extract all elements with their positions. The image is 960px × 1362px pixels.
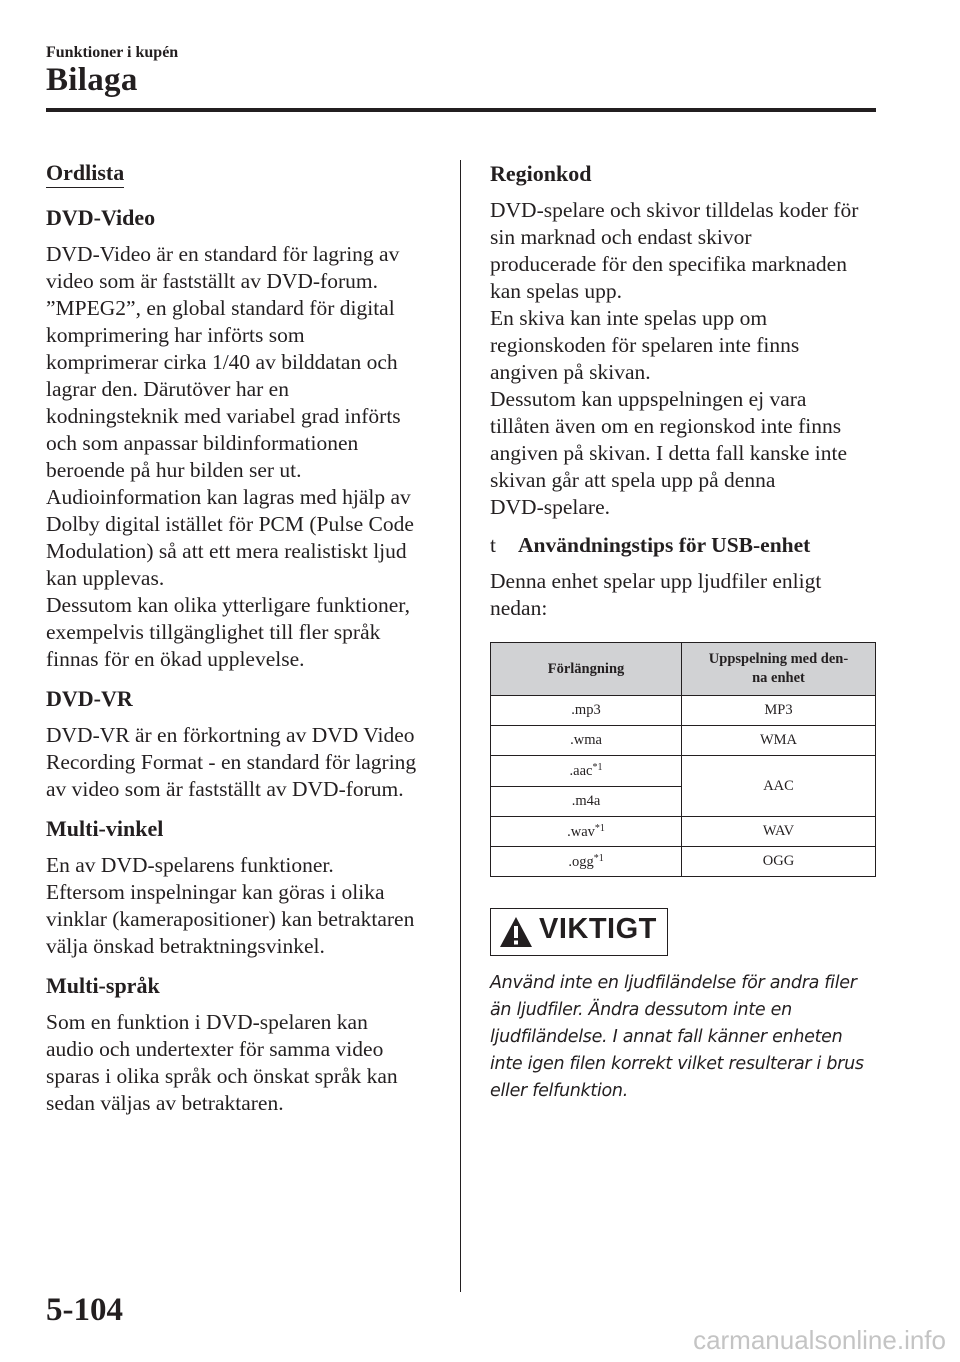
text-line: angiven på skivan. bbox=[490, 360, 651, 384]
text-line: tillåten även om en regionskod inte finns bbox=[490, 414, 842, 438]
warning-label: VIKTIGT bbox=[539, 913, 657, 945]
text-line: av video som är fastställt av DVD-forum. bbox=[46, 777, 404, 801]
text-line: kodningsteknik med variabel grad införts bbox=[46, 404, 401, 428]
footnote-mark: *1 bbox=[592, 761, 603, 773]
text-line: Använd inte en ljudfiländelse för andra filer bbox=[490, 973, 857, 993]
text-line: angiven på skivan. I detta fall kanske inte bbox=[490, 441, 848, 465]
text-line: Dessutom kan olika ytterligare funktioner, bbox=[46, 593, 410, 617]
text-line: skivan går att spela upp på denna bbox=[490, 468, 776, 492]
section-label: Funktioner i kupén bbox=[46, 44, 179, 61]
table-row bbox=[491, 696, 876, 726]
term-dvd-video: DVD-Video bbox=[46, 205, 156, 230]
cell-extension bbox=[491, 756, 682, 787]
paragraph-multi-language bbox=[46, 1009, 438, 1117]
header-rule bbox=[46, 108, 876, 112]
term-multi-language: Multi-språk bbox=[46, 973, 160, 998]
text-line: lagrar den. Därutöver har en bbox=[46, 377, 289, 401]
warning-box bbox=[490, 908, 668, 956]
extension-text: .aac bbox=[569, 762, 593, 779]
cell-extension: .m4a bbox=[491, 786, 682, 817]
cell-format: AAC bbox=[682, 756, 876, 817]
cell-format: OGG bbox=[682, 847, 876, 877]
warning-text bbox=[490, 970, 880, 1105]
text-line: Som en funktion i DVD-spelaren kan bbox=[46, 1010, 368, 1034]
term-dvd-vr: DVD-VR bbox=[46, 686, 133, 711]
text-line: inte igen filen korrekt vilket resulterar i brus bbox=[490, 1054, 864, 1074]
text-line: Recording Format - en standard för lagring bbox=[46, 750, 417, 774]
text-line: komprimering har införts som bbox=[46, 323, 305, 347]
watermark: carmanualsonline.info bbox=[693, 1325, 946, 1355]
text-line: En skiva kan inte spelas upp om bbox=[490, 306, 768, 330]
page-title: Bilaga bbox=[46, 62, 138, 98]
page-number: 5-104 bbox=[46, 1292, 123, 1328]
usb-tips-heading bbox=[490, 533, 878, 558]
text-line: En av DVD-spelarens funktioner. bbox=[46, 853, 334, 877]
text-line: exempelvis tillgänglighet till fler språk bbox=[46, 620, 381, 644]
right-column bbox=[490, 160, 878, 877]
text-line: DVD-Video är en standard för lagring av bbox=[46, 242, 400, 266]
paragraph-region-code bbox=[490, 197, 878, 521]
text-line: video som är fastställt av DVD-forum. bbox=[46, 269, 378, 293]
left-column bbox=[46, 160, 438, 1129]
text-line: audio och undertexter för samma video bbox=[46, 1037, 384, 1061]
text-line: Audioinformation kan lagras med hjälp av bbox=[46, 485, 411, 509]
term-multi-angle: Multi-vinkel bbox=[46, 816, 164, 841]
cell-format: WMA bbox=[682, 726, 876, 756]
cell-format: WAV bbox=[682, 817, 876, 847]
text-line: ljudfiländelse. I annat fall känner enheten bbox=[490, 1027, 843, 1047]
term-region-code: Regionkod bbox=[490, 161, 592, 186]
text-line: sin marknad och endast skivor bbox=[490, 225, 752, 249]
cell-extension bbox=[491, 817, 682, 847]
file-format-table bbox=[490, 642, 876, 877]
text-line: sedan väljas av betraktaren. bbox=[46, 1091, 284, 1115]
extension-text: .wav bbox=[567, 823, 595, 840]
text-line: kan spelas upp. bbox=[490, 279, 622, 303]
text-line: regionskoden för spelaren inte finns bbox=[490, 333, 800, 357]
text-line: Dessutom kan uppspelningen ej vara bbox=[490, 387, 807, 411]
usb-tips-heading-text: Användningstips för USB-enhet bbox=[518, 533, 811, 557]
extension-text: .ogg bbox=[568, 853, 594, 870]
warning-triangle-icon bbox=[499, 916, 533, 948]
header-extension: Förlängning bbox=[491, 643, 682, 696]
cell-format: MP3 bbox=[682, 696, 876, 726]
table-header-row bbox=[491, 643, 876, 696]
text-line: än ljudfiler. Ändra dessutom inte en bbox=[490, 1000, 792, 1020]
cell-extension: .mp3 bbox=[491, 696, 682, 726]
paragraph-dvd-video bbox=[46, 241, 438, 673]
paragraph-multi-angle bbox=[46, 852, 438, 960]
paragraph-usb-intro bbox=[490, 568, 878, 622]
text-line: producerade för den specifika marknaden bbox=[490, 252, 847, 276]
header-playback bbox=[682, 643, 876, 696]
text-line: välja önskad betraktningsvinkel. bbox=[46, 934, 325, 958]
table-row bbox=[491, 726, 876, 756]
text-line: sparas i olika språk och önskat språk kan bbox=[46, 1064, 398, 1088]
header-playback-line2: na enhet bbox=[752, 670, 805, 686]
header-playback-line1: Uppspelning med den- bbox=[708, 651, 849, 667]
text-line: och som anpassar bildinformationen bbox=[46, 431, 359, 455]
text-line: DVD-VR är en förkortning av DVD Video bbox=[46, 723, 415, 747]
column-divider bbox=[460, 160, 461, 1292]
table-row bbox=[491, 847, 876, 877]
text-line: Modulation) så att ett mera realistiskt ljud bbox=[46, 539, 407, 563]
table-row bbox=[491, 756, 876, 787]
bullet-glyph: t bbox=[490, 533, 496, 557]
glossary-heading: Ordlista bbox=[46, 160, 124, 188]
text-line: ”MPEG2”, en global standard för digital bbox=[46, 296, 395, 320]
text-line: DVD-spelare och skivor tilldelas koder för bbox=[490, 198, 859, 222]
footnote-mark: *1 bbox=[594, 822, 605, 834]
text-line: vinklar (kamerapositioner) kan betraktaren bbox=[46, 907, 415, 931]
cell-extension: .wma bbox=[491, 726, 682, 756]
text-line: Dolby digital istället för PCM (Pulse Code bbox=[46, 512, 414, 536]
text-line: beroende på hur bilden ser ut. bbox=[46, 458, 302, 482]
text-line: Eftersom inspelningar kan göras i olika bbox=[46, 880, 385, 904]
table-row bbox=[491, 817, 876, 847]
text-line: nedan: bbox=[490, 596, 548, 620]
text-line: DVD-spelare. bbox=[490, 495, 610, 519]
cell-extension bbox=[491, 847, 682, 877]
footnote-mark: *1 bbox=[593, 852, 604, 864]
text-line: kan upplevas. bbox=[46, 566, 165, 590]
text-line: komprimerar cirka 1/40 av bilddatan och bbox=[46, 350, 398, 374]
text-line: finnas för en ökad upplevelse. bbox=[46, 647, 305, 671]
paragraph-dvd-vr bbox=[46, 722, 438, 803]
text-line: eller felfunktion. bbox=[490, 1081, 628, 1101]
text-line: Denna enhet spelar upp ljudfiler enligt bbox=[490, 569, 822, 593]
